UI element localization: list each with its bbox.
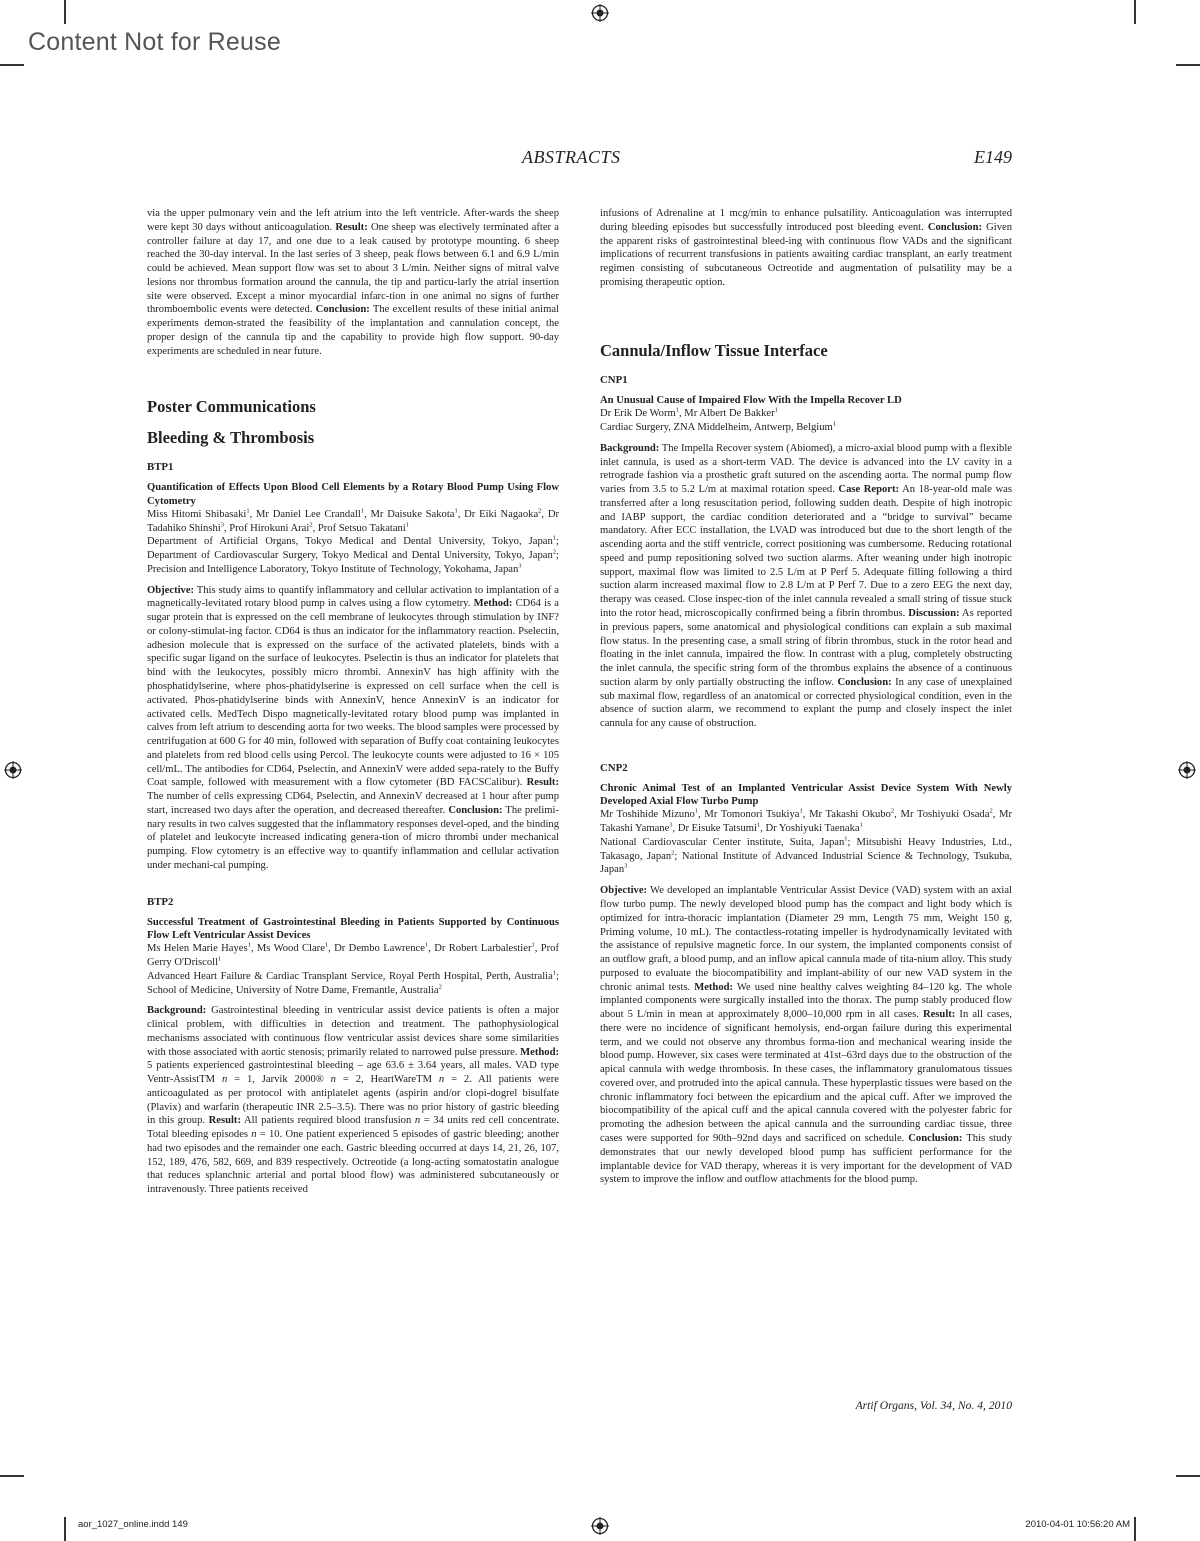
crop-mark-bottom-right (1134, 1517, 1136, 1541)
section-heading-poster-communications: Poster Communications (147, 397, 316, 417)
page-number: E149 (974, 147, 1012, 167)
abstract-title: Successful Treatment of Gastrointestinal Bleeding in Patients Supported by Continuous Flow Left Ventricular Assist Devices (147, 916, 559, 941)
slug-timestamp: 2010-04-01 10:56:20 AM (1025, 1519, 1130, 1530)
abstract-authors: Ms Helen Marie Hayes$^1$, Ms Wood Clare$^1$, Dr Dembo Lawrence$^1$, Dr Robert Larbalestier$^1$, Prof Gerry O'Driscoll$^1$ (147, 941, 559, 968)
abstract-authors: Dr Erik De Worm$^1$, Mr Albert De Bakker$^1$ (600, 406, 778, 420)
abstract-cnp1 (600, 373, 1012, 731)
crop-mark-bottom-right-h (1176, 1475, 1200, 1477)
abstract-cnp2 (600, 761, 1012, 1187)
abstract-body: Background: The Impella Recover system (Abiomed), a micro-axial blood pump with a flexible inlet cannula, is used as a short-term VAD. The device is advanced into the LV cavity in a retrograde fashion via a prosthetic graft sutured on the ascending aorta. The normal pump flow varies from 3.5 to 5.2 L/m at maximal rotation speed. Case Report: An 18-year-old male was transferred after a long resuscitation period, following sudden death. Despite of high inotropic and IABP support, the cardiac condition deteriorated and a “bridge to survival” became mandatory. After ECC installation, the LVAD was introduced but due to the short length of the ascending aorta and the stiff ventricle, correct positioning was cumbersome. Reducing rotational speed and pump repositioning solved two suction alarms. After weaning under high inotropic support, maximal flow was limited to 2.5 L/m at P Perf 5. Adequate filling following a third suction alarm increased maximal flow to 2.8 L/m at P Perf 7. Due to a zero EEG the next day, therapy was ceased. Close inspec-tion of the inlet cannula revealed a small string of tissue stuck into the rotor head, microscopically confirmed being a fibrin thrombus. Discussion: As reported in previous papers, some anatomical and physiological conditions can explain a sub maximal flow status. In the presenting case, a small string of fibrin thrombus, stuck in the rotor head and floating in the inlet cannula, impaired the flow. In contrast with a plug, completely obstructing the inlet cannula, the specific string form of the thrombus explains the absence of a continuous suction alarm by only partially obstructing the inflow. Conclusion: In any case of unexplained sub maximal flow, regardless of an anatomical or corrected physiological condition, even in the absence of suction alarm, we recommend to explant the pump and closely inspect the inlet cannula for any cause of obstruction. (600, 442, 1012, 730)
crop-mark-top-left (64, 0, 66, 24)
registration-mark-top (591, 4, 609, 22)
crop-mark-bottom-left (64, 1517, 66, 1541)
right-column (600, 207, 1012, 1187)
registration-mark-right (1178, 761, 1196, 779)
abstract-title: Chronic Animal Test of an Implanted Ventricular Assist Device System With Newly Developed Axial Flow Turbo Pump (600, 782, 1012, 808)
abstract-id: BTP1 (147, 461, 174, 474)
crop-mark-bottom-left-h (0, 1475, 24, 1477)
registration-mark-left (4, 761, 22, 779)
abstract-title: An Unusual Cause of Impaired Flow With the Impella Recover LD (600, 395, 902, 407)
abstract-id: CNP1 (600, 374, 628, 387)
running-head (147, 147, 1012, 171)
slug-filename: aor_1027_online.indd 149 (78, 1519, 188, 1530)
abstract-btp2 (147, 895, 559, 1197)
journal-reference: Artif Organs, Vol. 34, No. 4, 2010 (855, 1399, 1012, 1412)
crop-mark-top-left-h (0, 64, 24, 66)
abstract-affiliation: National Cardiovascular Center institute, Suita, Japan$^1$; Mitsubishi Heavy Industries, Ltd., Takasago, Japan$^2$; National Institute of Advanced Industrial Science & Technology, Tsukuba, Japan$^3$ (600, 835, 1012, 876)
abstract-affiliation: Advanced Heart Failure & Cardiac Transplant Service, Royal Perth Hospital, Perth, Australia$^1$; School of Medicine, University of Notre Dame, Fremantle, Australia$^2$ (147, 969, 559, 996)
watermark: Content Not for Reuse (28, 28, 281, 56)
abstract-id: BTP2 (147, 895, 174, 908)
abstract-affiliation: Cardiac Surgery, ZNA Middelheim, Antwerp, Belgium$^1$ (600, 420, 836, 434)
abstract-btp1 (147, 460, 559, 872)
continued-abstract-text: infusions of Adrenaline at 1 mcg/min to enhance pulsatility. Anticoagulation was interrupted during bleeding episodes but successfully introduced post bleeding event. Conclusion: Given the apparent risks of gastrointestinal bleed-ing with continuous flow VADs and the significant implications of recurrent transfusions in patients awaiting cardiac transplant, an early treatment regimen consisting of subcutaneous Octreotide and augmentation of pulsatility may be a promising therapeutic option. (600, 208, 1012, 288)
abstract-authors: Miss Hitomi Shibasaki$^1$, Mr Daniel Lee Crandall$^1$, Mr Daisuke Sakota$^1$, Dr Eiki Nagaoka$^2$, Dr Tadahiko Shinshi$^3$, Prof Hirokuni Arai$^2$, Prof Setsuo Takatani$^1$ (147, 507, 559, 534)
abstract-affiliation: Department of Artificial Organs, Tokyo Medical and Dental University, Tokyo, Japan$^1$; Department of Cardiovascular Surgery, Tokyo Medical and Dental University, Tokyo, Japan$^2$; Precision and Intelligence Laboratory, Tokyo Institute of Technology, Yokohama, Japan$^3$ (147, 534, 559, 575)
left-column (147, 207, 559, 1197)
abstract-body: Background: Gastrointestinal bleeding in ventricular assist device patients is often a major clinical problem, with difficulties in detection and treatment. The pathophysiological mechanisms associated with continuous flow ventricular assist devices share some similarities with those associated with aortic stenosis; primarily related to narrowed pulse pressure. Method: 5 patients experienced gastrointestinal bleeding – age 63.6 ± 3.64 years, all males. VAD type Ventr-AssistTM n = 1, Jarvik 2000® n = 2, HeartWareTM n = 2. All patients were anticoagulated as per protocol with antiplatelet agents (aspirin and/or clopi-dogrel bisulfate (Plavix) and warfarin (therapeutic INR 2.5–3.5). There was no prior history of gastric bleeding in this group. Result: All patients required blood transfusion n = 34 units red cell concentrate. Total bleeding episodes n = 10. One patient experienced 5 episodes of gastric bleeding; another had two episodes and the remainder one each. Gastric bleeding occurred at days 14, 21, 26, 107, 152, 189, 476, 582, 669, and 839 respectively. Octreotide (a long-acting somatostatin analogue that reduces splanchnic arterial and portal blood flow) was administered subcutaneously or intravenously. Three patients received (147, 1005, 559, 1196)
abstract-authors: Mr Toshihide Mizuno$^1$, Mr Tomonori Tsukiya$^1$, Mr Takashi Okubo$^2$, Mr Toshiyuki Osada$^2$, Mr Takashi Yamane$^3$, Dr Eisuke Tatsumi$^1$, Dr Yoshiyuki Taenaka$^1$ (600, 807, 1013, 835)
section-heading-cannula-inflow: Cannula/Inflow Tissue Interface (600, 340, 828, 360)
abstract-body: Objective: We developed an implantable Ventricular Assist Device (VAD) system with an axial flow turbo pump. The newly developed blood pump has the compact and light body which is optimized for intra-thoracic implantation (Diameter 29 mm, Length 75 mm, Weight 150 g, Priming volume, 10 mL). The contactless-rotating impeller is hydrodynamically levitated with the assistance of repulsive magnetic force. In our system, the implanted components consist of an outflow graft, a blood pump, and an inflow apical cannula made of tita-nium alloy. This study purposed to evaluate the biocompatibility and implant-ability of our new VAD system in the chronic animal tests. Method: We used nine healthy calves weighting 84–120 kg. The whole implanted components were surgically installed into the thorax. The pump stably produced flow about 5 L/min in mean at approximately 8,000–10,000 rpm in all cases. Result: In all cases, there were no incidence of significant hemolysis, end-organ failure during this experimental term, and we could not observe any thrombus forma-tion and mechanical wearing inside the blood pump. However, six cases were terminated at 41st–63rd days due to the obstruction of the apical cannula with wedge thrombosis. In these cases, the inflammatory granulomatous tissues covered over, and protruded into the apical cannula. These hyperplastic tissues were based on the chronic inflammatory foci between the epicardium and the apical cuff. After we improved the biocompatibility of the apical cuff and the apical cannula covered with the polyester fabric for promoting the adhesion between the apical cannula and the surrounding cardiac tissue, three cases were supported for 90th–92nd days and sacrificed on schedule. Conclusion: This study demonstrates that our newly developed blood pump has sufficient performance for the implantable device for VAD therapy, whereas it is very important for the development of VAD system to improve the inflow and outflow attachments for the blood pump. (600, 885, 1013, 1186)
crop-mark-top-right-h (1176, 64, 1200, 66)
continued-abstract-text: via the upper pulmonary vein and the left atrium into the left ventricle. After-wards the sheep were kept 30 days without anticoagulation. Result: One sheep was electively terminated after a controller failure at day 17, and one due to a leak caused by prototype mounting. 6 sheep reached the 30-day interval. In the last series of 3 sheep, peak flows between 6.1 and 6.9 L/min could be achieved. Mean support flow was set to about 3 L/min. Neither signs of mitral valve lesions nor thrombus formation around the cannula, the tip and particu-larly the atrial insertion site were observed. Except a minor myocardial infarc-tion in one animal no signs of further thromboembolic events were detected. Conclusion: The excellent results of these initial animal experiments demon-strated the feasibility of the implantation and cannulation concept, the proper design of the cannula tip and the capability to provide high flow support. 90-day experiments are scheduled in near future. (147, 208, 560, 357)
abstract-title: Quantification of Effects Upon Blood Cell Elements by a Rotary Blood Pump Using Flow Cytometry (147, 482, 559, 507)
abstract-body: Objective: This study aims to quantify inflammatory and cellular activation to implantation of a magnetically-levitated rotary blood pump in calves using a flow cytometry. Method: CD64 is a sugar protein that is expressed on the cell membrane of leukocytes through stimulation by INF? or colony-stimulat-ing factor. CD64 is thus an indicator for the inflammatory reaction. Pselectin, adhesion molecule that is expressed on the surface of the activated platelets, binds with a specific sugar ligand on the surface of leukocytes. Pselectin is thus an indicator for platelets that bind with the leukocytes, possibly micro thrombi. AnnexinV has high affinity with the phosphatidylserine, where phos-phatidylserine is expressed on cell surface when the cell is activated. Phos-phatidylserine binds with AnnexinV, hence AnnexinV is an indicator for activated cells. MedTech Dispo magnetically-levitated rotary blood pump was implanted in calves from left atrium to descending aorta for two weeks. The blood samples were processed by centrifugation at 600 G for 40 min, followed with separation of Buffy coat containing leukocytes and platelets from red blood cells using Percol. The leukocyte counts were adjusted to 16 × 105 cell/mL. The antibodies for CD64, Pselectin, and AnnexinV were added sepa-rately to the Buffy Coat sample, followed with measurement with a flow cytometer (BD FACSCalibur). Result: The number of cells expressing CD64, Pselectin, and AnnexinV decreased at 1 hour after pump start, increased two days after the operation, and decreased thereafter. Conclusion: The prelimi-nary results in two calves suggested that the inflammatory responses devel-oped, and the binding of platelet and leukocyte increased indicating genera-tion of micro thrombi under mechanical pumping. Flow cytometry is an effective way to quantify inflammation and cellular activation under mechani-cal pumping. (147, 584, 560, 871)
section-heading-bleeding-thrombosis: Bleeding & Thrombosis (147, 427, 315, 447)
abstract-id: CNP2 (600, 761, 628, 774)
running-head-title: ABSTRACTS (522, 147, 621, 167)
crop-mark-top-right (1134, 0, 1136, 24)
registration-mark-bottom (591, 1517, 609, 1535)
